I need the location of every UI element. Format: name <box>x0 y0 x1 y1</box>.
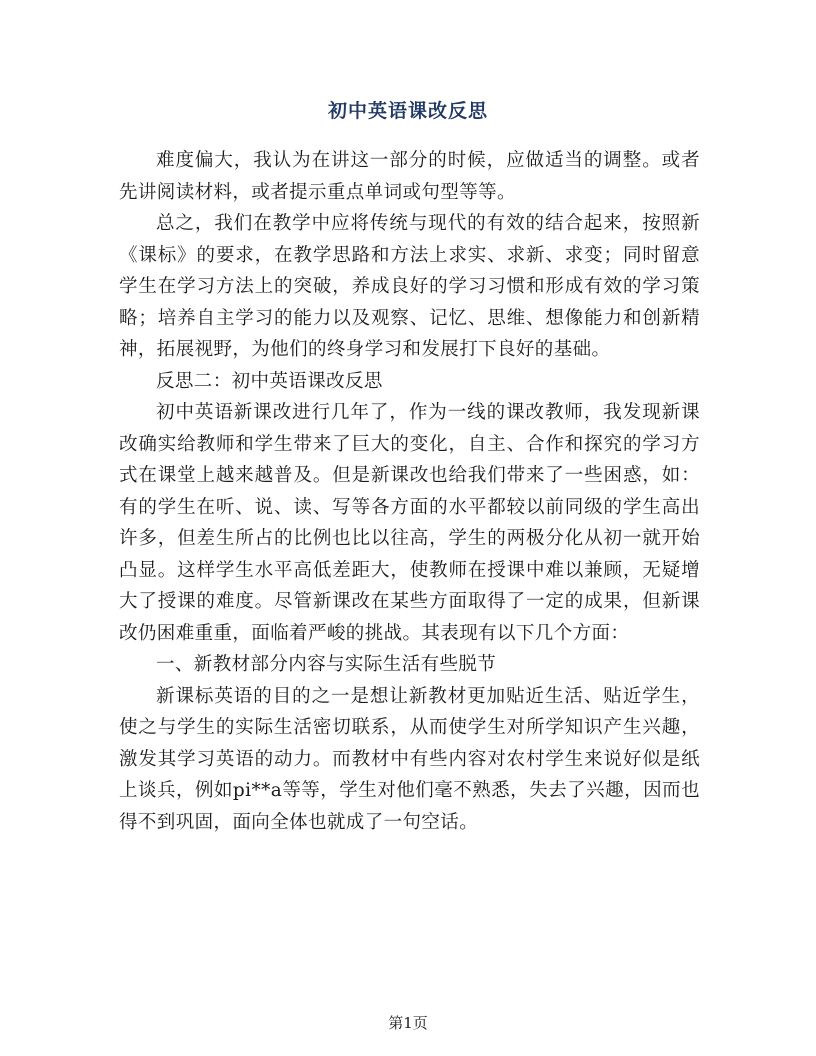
paragraph: 新课标英语的目的之一是想让新教材更加贴近生活、贴近学生，使之与学生的实际生活密切联系，从而使学生对所学知识产生兴趣，激发其学习英语的动力。而教材中有些内容对农村学生来说好似是纸上谈兵，例如pi**a等等，学生对他们毫不熟悉，失去了兴趣，因而也得不到巩固，面向全体也就成了一句空话。 <box>119 685 700 833</box>
page-number: 第1页 <box>388 1014 428 1032</box>
paragraph: 初中英语新课改进行几年了，作为一线的课改教师，我发现新课改确实给教师和学生带来了巨大的变化，自主、合作和探究的学习方式在课堂上越来越普及。但是新课改也给我们带来了一些困惑，如：有的学生在听、说、读、写等各方面的水平都较以前同级的学生高出许多，但差生所占的比例也比以往高，学生的两极分化从初一就开始凸显。这样学生水平高低差距大，使教师在授课中难以兼顾，无疑增大了授课的难度。尽管新课改在某些方面取得了一定的成果，但新课改仍困难重重，面临着严峻的挑战。其表现有以下几个方面： <box>119 402 700 644</box>
paragraph: 难度偏大，我认为在讲这一部分的时候，应做适当的调整。或者先讲阅读材料，或者提示重点单词或句型等等。 <box>119 150 700 203</box>
section-heading: 一、新教材部分内容与实际生活有些脱节 <box>156 654 497 675</box>
section-heading: 反思二：初中英语课改反思 <box>156 370 383 392</box>
document-body <box>119 145 700 838</box>
paragraph: 总之，我们在教学中应将传统与现代的有效的结合起来，按照新《课标》的要求，在教学思路和方法上求实、求新、求变；同时留意学生在学习方法上的突破，养成良好的学习习惯和形成有效的学习策略；培养自主学习的能力以及观察、记忆、思维、想像能力和创新精神，拓展视野，为他们的终身学习和发展打下良好的基础。 <box>119 213 700 360</box>
document-title: 初中英语课改反思 <box>327 100 488 122</box>
